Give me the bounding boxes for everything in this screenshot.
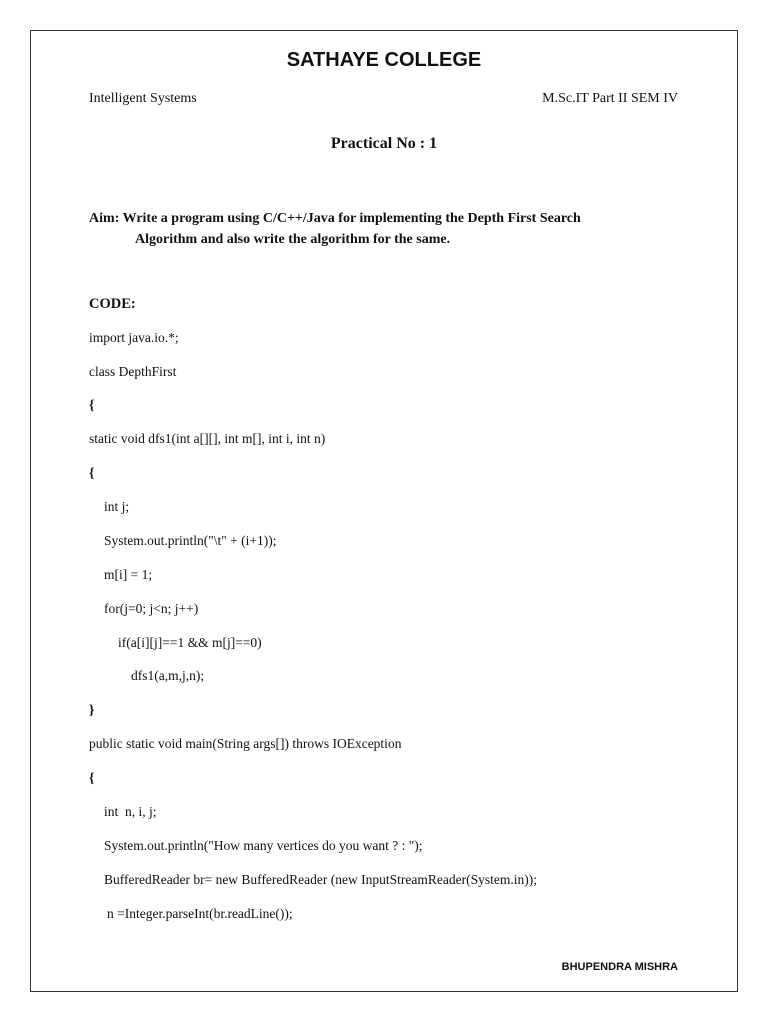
code-line: for(j=0; j<n; j++) <box>104 601 199 616</box>
aim-statement <box>89 208 581 250</box>
code-line: System.out.println("How many vertices do you want ? : "); <box>104 838 423 853</box>
code-line: class DepthFirst <box>89 364 177 379</box>
code-line: int j; <box>104 499 130 514</box>
code-heading: CODE: <box>89 296 136 312</box>
subject-label: Intelligent Systems <box>89 91 197 106</box>
code-line: int n, i, j; <box>104 804 157 819</box>
practical-title: Practical No : 1 <box>330 135 438 152</box>
code-line: import java.io.*; <box>89 330 179 345</box>
code-line: if(a[i][j]==1 && m[j]==0) <box>118 635 262 650</box>
code-line: { <box>89 397 95 412</box>
code-line: System.out.println("\t" + (i+1)); <box>104 533 277 548</box>
code-line: static void dfs1(int a[][], int m[], int i, int n) <box>89 431 326 446</box>
code-line: m[i] = 1; <box>104 567 153 582</box>
course-label: M.Sc.IT Part II SEM IV <box>542 91 678 106</box>
code-line: { <box>89 465 95 480</box>
code-line: BufferedReader br= new BufferedReader (new InputStreamReader(System.in)); <box>104 872 537 887</box>
author-footer: BHUPENDRA MISHRA <box>561 961 678 973</box>
code-line: { <box>89 770 95 785</box>
code-line: dfs1(a,m,j,n); <box>131 668 205 683</box>
code-line: n =Integer.parseInt(br.readLine()); <box>107 906 293 921</box>
college-title: SATHAYE COLLEGE <box>286 49 482 71</box>
code-line: } <box>89 702 95 717</box>
aim-line-1: Aim: Write a program using C/C++/Java for implementing the Depth First Search <box>89 211 581 226</box>
code-line: public static void main(String args[]) throws IOException <box>89 736 402 751</box>
aim-line-2: Algorithm and also write the algorithm for the same. <box>135 232 451 247</box>
